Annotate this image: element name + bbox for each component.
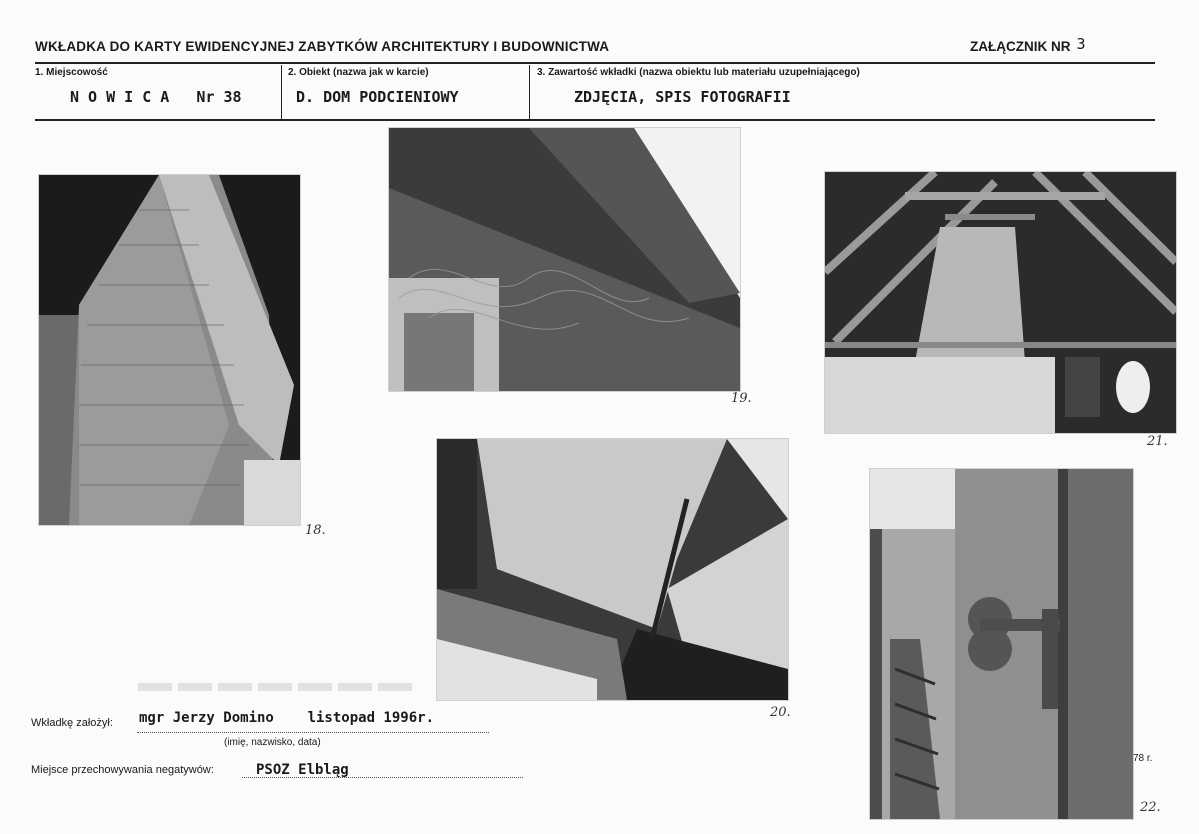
header-rule-top — [35, 62, 1155, 64]
storage-value: PSOZ Elbląg — [256, 762, 349, 778]
faint-erased-text — [138, 683, 413, 691]
author-line — [137, 732, 489, 733]
field-value-location: N O W I C A Nr 38 — [70, 88, 242, 106]
photo-21 — [824, 171, 1177, 434]
field-label-contents: 3. Zawartość wkładki (nazwa obiektu lub materiału uzupełniającego) — [537, 67, 860, 78]
document-title: WKŁADKA DO KARTY EWIDENCYJNEJ ZABYTKÓW ARCHITEKTURY I BUDOWNICTWA — [35, 39, 610, 54]
author-value: mgr Jerzy Domino listopad 1996r. — [139, 710, 435, 726]
field-label-location: 1. Miejscowość — [35, 67, 108, 78]
attachment-number — [970, 37, 1086, 55]
photo-caption-22: 22. — [1140, 800, 1161, 815]
attachment-value: 3 — [1076, 35, 1086, 53]
field-value-contents: ZDJĘCIA, SPIS FOTOGRAFII — [574, 88, 791, 106]
field-label-object: 2. Obiekt (nazwa jak w karcie) — [288, 67, 429, 78]
partial-footer-text: 78 r. — [1133, 753, 1153, 764]
attachment-label: ZAŁĄCZNIK NR — [970, 39, 1071, 54]
storage-label: Miejsce przechowywania negatywów: — [31, 764, 214, 776]
field-value-object: D. DOM PODCIENIOWY — [296, 88, 459, 106]
field-divider-1 — [281, 65, 282, 121]
photo-caption-20: 20. — [770, 705, 791, 720]
photo-caption-18: 18. — [305, 523, 326, 538]
photo-caption-21: 21. — [1147, 434, 1168, 449]
storage-line — [242, 777, 523, 778]
header-rule-bottom — [35, 119, 1155, 121]
author-label: Wkładkę założył: — [31, 717, 113, 729]
photo-18 — [38, 174, 301, 526]
photo-caption-19: 19. — [731, 391, 752, 406]
field-divider-2 — [529, 65, 530, 121]
author-hint: (imię, nazwisko, data) — [224, 737, 321, 748]
photo-19 — [388, 127, 741, 392]
photo-20 — [436, 438, 789, 701]
photo-22 — [869, 468, 1134, 820]
